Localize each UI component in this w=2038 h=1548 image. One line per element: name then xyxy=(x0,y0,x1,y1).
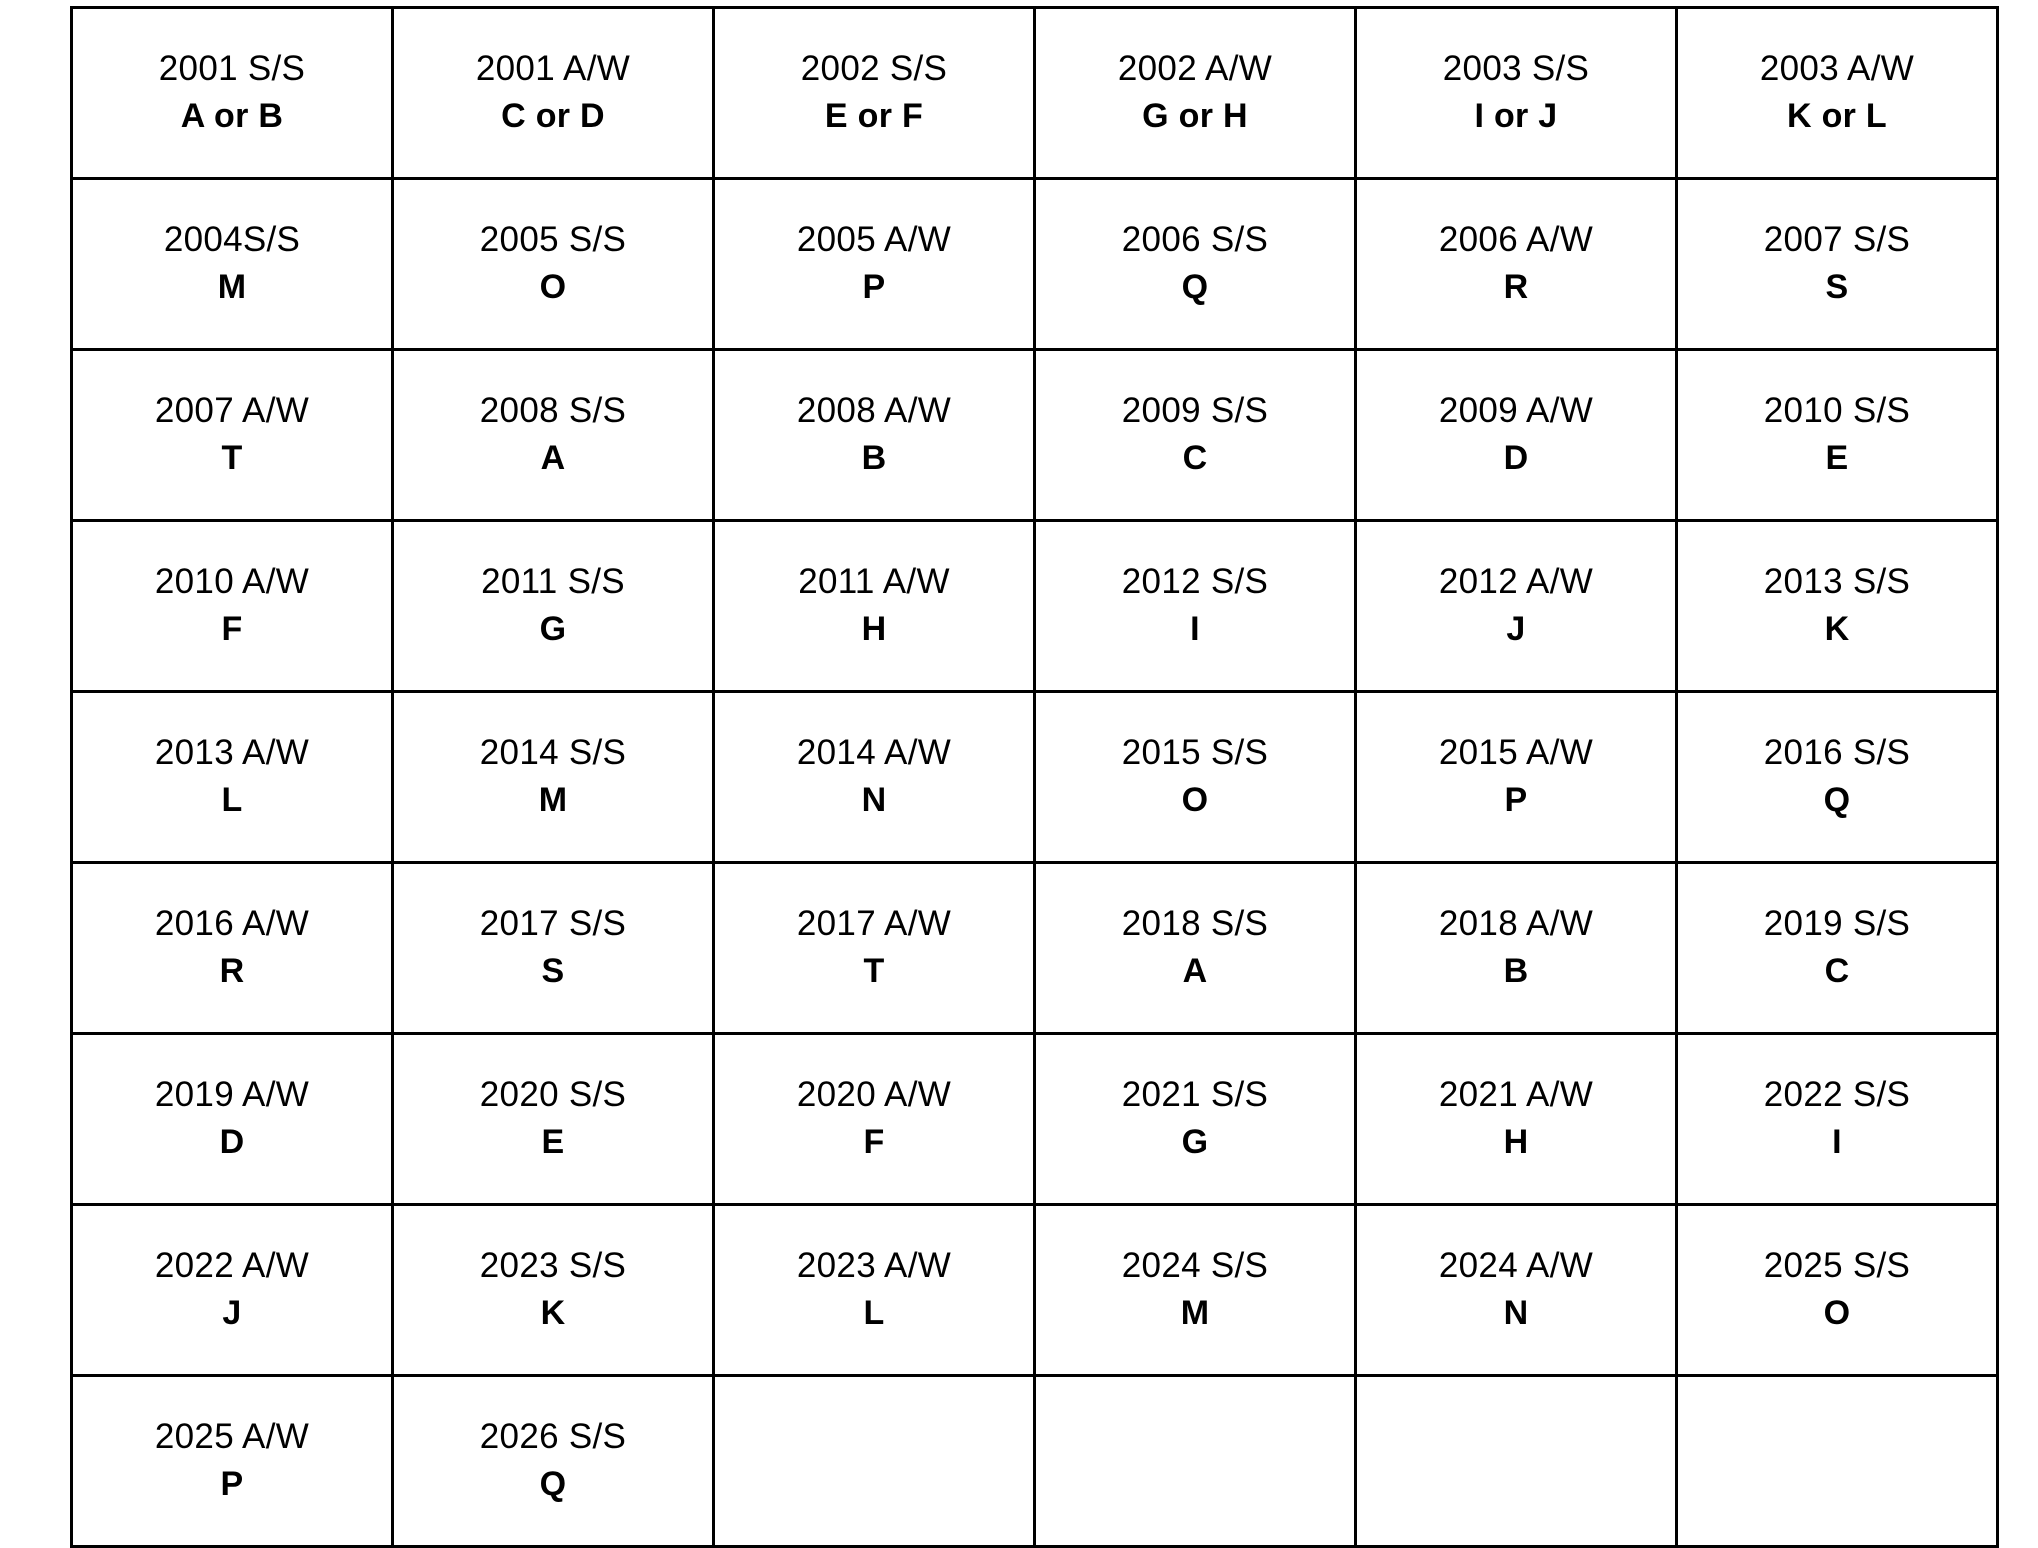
cell-season: 2020 A/W xyxy=(796,1075,952,1115)
cell-season: 2009 S/S xyxy=(1121,391,1269,431)
cell-season: 2015 S/S xyxy=(1121,733,1269,773)
table-cell xyxy=(393,863,714,1034)
table-cell xyxy=(714,179,1035,350)
cell-season: 2006 S/S xyxy=(1121,220,1269,260)
cell-season: 2014 S/S xyxy=(479,733,627,773)
table-cell xyxy=(72,1376,393,1547)
table-cell xyxy=(1356,1205,1677,1376)
table-cell-empty xyxy=(1677,1376,1998,1547)
cell-season: 2017 S/S xyxy=(479,904,627,944)
table-cell xyxy=(72,1034,393,1205)
table-cell xyxy=(714,1034,1035,1205)
cell-season: 2002 A/W xyxy=(1117,49,1273,89)
cell-season: 2010 A/W xyxy=(154,562,310,602)
table-cell xyxy=(1677,1034,1998,1205)
cell-season: 2013 S/S xyxy=(1763,562,1911,602)
season-code-table xyxy=(70,6,1999,1548)
cell-code: T xyxy=(221,439,243,478)
cell-code: P xyxy=(862,268,886,307)
table-cell xyxy=(393,1034,714,1205)
table-cell xyxy=(714,521,1035,692)
table-cell xyxy=(1356,8,1677,179)
table-cell xyxy=(393,1376,714,1547)
cell-code: E xyxy=(1825,439,1849,478)
cell-code: G xyxy=(1181,1123,1209,1162)
cell-code: A or B xyxy=(180,97,284,136)
cell-code: B xyxy=(861,439,887,478)
cell-season: 2001 A/W xyxy=(475,49,631,89)
table-cell xyxy=(714,8,1035,179)
table-cell xyxy=(1677,692,1998,863)
cell-code: D xyxy=(219,1123,245,1162)
cell-season: 2019 A/W xyxy=(154,1075,310,1115)
cell-season: 2025 A/W xyxy=(154,1417,310,1457)
cell-code: N xyxy=(861,781,887,820)
cell-season: 2004S/S xyxy=(163,220,301,260)
table-cell xyxy=(1035,521,1356,692)
cell-season: 2016 A/W xyxy=(154,904,310,944)
cell-code: P xyxy=(220,1465,244,1504)
cell-code: G xyxy=(539,610,567,649)
table-cell-empty xyxy=(1035,1376,1356,1547)
cell-code: L xyxy=(221,781,243,820)
cell-code: K xyxy=(540,1294,566,1333)
table-cell xyxy=(714,350,1035,521)
cell-code: J xyxy=(1506,610,1526,649)
cell-code: Q xyxy=(539,1465,567,1504)
cell-season: 2003 A/W xyxy=(1759,49,1915,89)
cell-code: B xyxy=(1503,952,1529,991)
cell-code: I xyxy=(1832,1123,1842,1162)
cell-code: K or L xyxy=(1786,97,1887,136)
cell-code: A xyxy=(1182,952,1208,991)
cell-code: A xyxy=(540,439,566,478)
table-cell xyxy=(393,8,714,179)
cell-season: 2007 S/S xyxy=(1763,220,1911,260)
table-cell xyxy=(714,692,1035,863)
table-cell xyxy=(1035,350,1356,521)
cell-season: 2016 S/S xyxy=(1763,733,1911,773)
cell-season: 2024 A/W xyxy=(1438,1246,1594,1286)
cell-code: G or H xyxy=(1142,97,1248,136)
cell-code: H xyxy=(1503,1123,1529,1162)
table-cell xyxy=(1035,1034,1356,1205)
table-cell xyxy=(393,521,714,692)
cell-season: 2011 A/W xyxy=(798,562,950,602)
table-cell xyxy=(393,1205,714,1376)
table-cell xyxy=(1035,179,1356,350)
cell-code: Q xyxy=(1181,268,1209,307)
cell-code: M xyxy=(217,268,247,307)
table-cell xyxy=(1356,692,1677,863)
cell-code: C or D xyxy=(501,97,605,136)
cell-season: 2021 A/W xyxy=(1438,1075,1594,1115)
cell-code: F xyxy=(221,610,243,649)
cell-season: 2018 S/S xyxy=(1121,904,1269,944)
cell-season: 2024 S/S xyxy=(1121,1246,1269,1286)
cell-season: 2005 S/S xyxy=(479,220,627,260)
table-cell xyxy=(1035,1205,1356,1376)
table-cell xyxy=(1035,692,1356,863)
cell-season: 2022 S/S xyxy=(1763,1075,1911,1115)
cell-season: 2023 S/S xyxy=(479,1246,627,1286)
table-cell xyxy=(1677,350,1998,521)
cell-code: Q xyxy=(1823,781,1851,820)
table-row xyxy=(72,692,1998,863)
table-cell xyxy=(393,692,714,863)
table-cell xyxy=(1677,179,1998,350)
cell-season: 2008 S/S xyxy=(479,391,627,431)
cell-code: O xyxy=(1823,1294,1851,1333)
table-cell-empty xyxy=(714,1376,1035,1547)
cell-season: 2023 A/W xyxy=(796,1246,952,1286)
cell-code: E or F xyxy=(824,97,924,136)
table-cell xyxy=(393,350,714,521)
table-cell xyxy=(1035,8,1356,179)
table-cell xyxy=(1677,8,1998,179)
table-cell xyxy=(1677,521,1998,692)
cell-code: D xyxy=(1503,439,1529,478)
cell-code: R xyxy=(1503,268,1529,307)
table-row xyxy=(72,179,1998,350)
table-row xyxy=(72,521,1998,692)
cell-code: F xyxy=(863,1123,885,1162)
cell-season: 2013 A/W xyxy=(154,733,310,773)
cell-season: 2007 A/W xyxy=(154,391,310,431)
table-body xyxy=(72,8,1998,1547)
cell-season: 2025 S/S xyxy=(1763,1246,1911,1286)
cell-season: 2019 S/S xyxy=(1763,904,1911,944)
cell-season: 2001 S/S xyxy=(158,49,306,89)
cell-season: 2010 S/S xyxy=(1763,391,1911,431)
cell-season: 2026 S/S xyxy=(479,1417,627,1457)
cell-season: 2002 S/S xyxy=(800,49,948,89)
table-row xyxy=(72,1376,1998,1547)
table-cell xyxy=(1677,1205,1998,1376)
table-row xyxy=(72,863,1998,1034)
cell-season: 2012 S/S xyxy=(1121,562,1269,602)
cell-code: O xyxy=(539,268,567,307)
cell-season: 2017 A/W xyxy=(796,904,952,944)
table-cell xyxy=(72,179,393,350)
table-cell xyxy=(72,350,393,521)
cell-code: C xyxy=(1182,439,1208,478)
table-cell xyxy=(72,521,393,692)
cell-code: S xyxy=(541,952,565,991)
cell-code: L xyxy=(863,1294,885,1333)
cell-season: 2018 A/W xyxy=(1438,904,1594,944)
cell-code: J xyxy=(222,1294,242,1333)
cell-season: 2005 A/W xyxy=(796,220,952,260)
table-cell xyxy=(1356,863,1677,1034)
table-row xyxy=(72,350,1998,521)
table-cell xyxy=(72,863,393,1034)
table-cell xyxy=(72,8,393,179)
table-cell xyxy=(393,179,714,350)
cell-code: S xyxy=(1825,268,1849,307)
cell-season: 2009 A/W xyxy=(1438,391,1594,431)
table-row xyxy=(72,1205,1998,1376)
cell-code: M xyxy=(1180,1294,1210,1333)
table-cell xyxy=(714,863,1035,1034)
table-cell xyxy=(1356,521,1677,692)
cell-code: K xyxy=(1824,610,1850,649)
cell-season: 2014 A/W xyxy=(796,733,952,773)
table-row xyxy=(72,8,1998,179)
cell-season: 2006 A/W xyxy=(1438,220,1594,260)
cell-code: I or J xyxy=(1474,97,1558,136)
cell-season: 2003 S/S xyxy=(1442,49,1590,89)
cell-season: 2021 S/S xyxy=(1121,1075,1269,1115)
cell-code: M xyxy=(538,781,568,820)
table-cell xyxy=(1356,1034,1677,1205)
table-cell xyxy=(72,1205,393,1376)
cell-code: O xyxy=(1181,781,1209,820)
table-row xyxy=(72,1034,1998,1205)
table-cell xyxy=(1356,179,1677,350)
table-cell xyxy=(1677,863,1998,1034)
table-cell xyxy=(72,692,393,863)
cell-code: R xyxy=(219,952,245,991)
cell-season: 2022 A/W xyxy=(154,1246,310,1286)
cell-code: H xyxy=(861,610,887,649)
table-cell xyxy=(1035,863,1356,1034)
table-cell xyxy=(714,1205,1035,1376)
cell-season: 2011 S/S xyxy=(481,562,625,602)
cell-code: N xyxy=(1503,1294,1529,1333)
cell-code: E xyxy=(541,1123,565,1162)
cell-season: 2008 A/W xyxy=(796,391,952,431)
table-cell-empty xyxy=(1356,1376,1677,1547)
cell-season: 2020 S/S xyxy=(479,1075,627,1115)
table-cell xyxy=(1356,350,1677,521)
cell-season: 2015 A/W xyxy=(1438,733,1594,773)
cell-code: P xyxy=(1504,781,1528,820)
cell-code: I xyxy=(1190,610,1200,649)
cell-season: 2012 A/W xyxy=(1438,562,1594,602)
cell-code: C xyxy=(1824,952,1850,991)
cell-code: T xyxy=(863,952,885,991)
